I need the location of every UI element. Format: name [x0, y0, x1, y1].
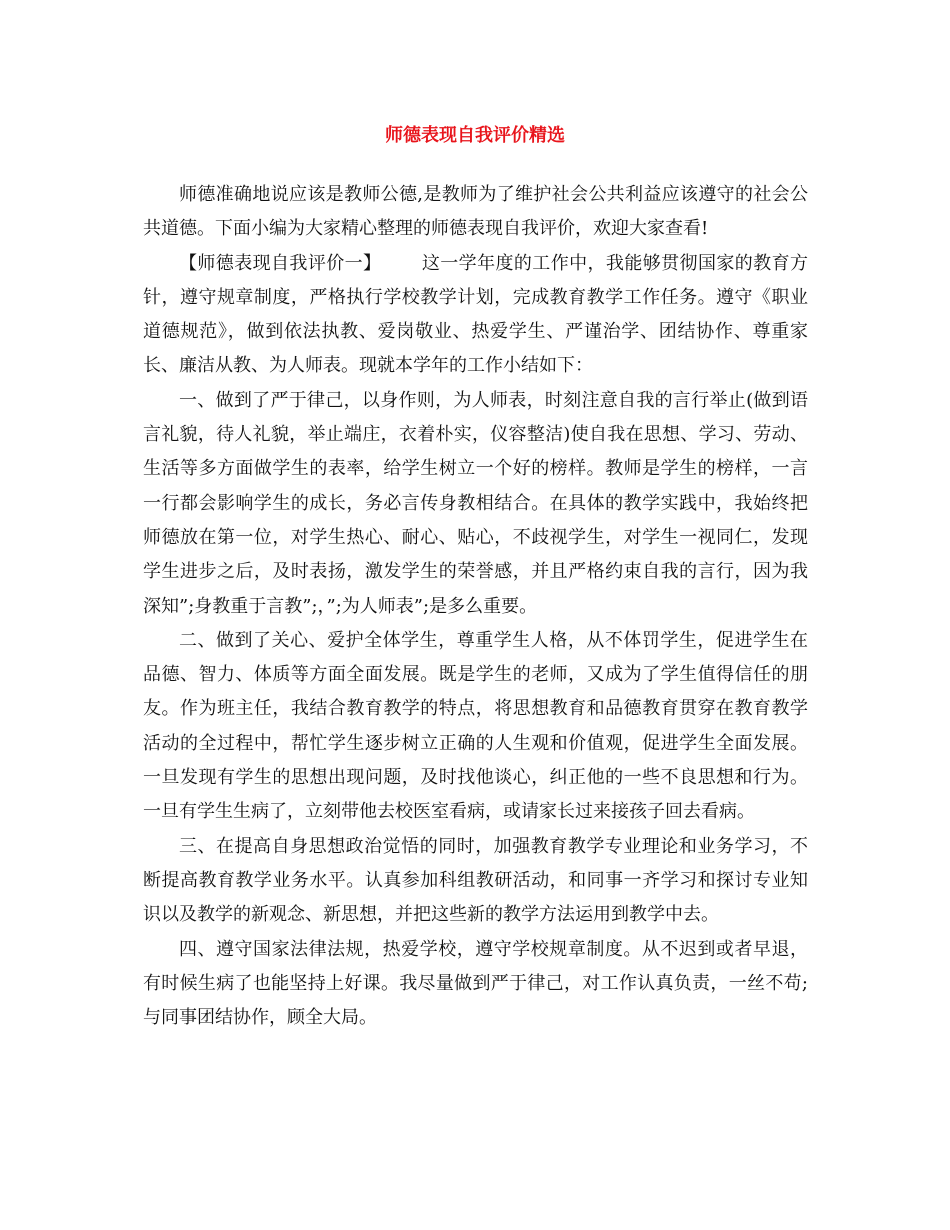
paragraph-three: 三、在提高自身思想政治觉悟的同时，加强教育教学专业理论和业务学习，不断提高教育教学业务水平。认真参加科组教研活动，和同事一齐学习和探讨专业知识以及教学的新观念、新思想，并把这些新的教学方法运用到教学中去。	[143, 835, 808, 926]
intro-paragraph: 师德准确地说应该是教师公德,是教师为了维护社会公共利益应该遵守的社会公共道德。下面小编为大家精心整理的师德表现自我评价，欢迎大家查看!	[143, 184, 808, 240]
document-title: 师德表现自我评价精选	[385, 125, 565, 146]
document-body	[143, 178, 808, 1035]
section-one-paragraph	[143, 247, 808, 384]
section-one-text: 这一学年度的工作中，我能够贯彻国家的教育方针，遵守规章制度，严格执行学校教学计划，完成教育教学工作任务。遵守《职业道德规范》，做到依法执教、爱岗敬业、热爱学生、严谨治学、团结协作、尊重家长、廉洁从教、为人师表。现就本学年的工作小结如下：	[143, 252, 808, 377]
paragraph-one: 一、做到了严于律己，以身作则，为人师表，时刻注意自我的言行举止(做到语言礼貌，待人礼貌，举止端庄，衣着朴实，仪容整洁)使自我在思想、学习、劳动、生活等多方面做学生的表率，给学生树立一个好的榜样。教师是学生的榜样，一言一行都会影响学生的成长，务必言传身教相结合。在具体的教学实践中，我始终把师德放在第一位，对学生热心、耐心、贴心，不歧视学生，对学生一视同仁，发现学生进步之后，及时表扬，激发学生的荣誉感，并且严格约束自我的言行，因为我深知”;身教重于言教”;，”;为人师表”;是多么重要。	[143, 389, 808, 617]
section-one-heading: 【师德表现自我评价一】	[179, 252, 382, 274]
paragraph-four: 四、遵守国家法律法规，热爱学校，遵守学校规章制度。从不迟到或者早退，有时候生病了也能坚持上好课。我尽量做到严于律己，对工作认真负责，一丝不苟;与同事团结协作，顾全大局。	[143, 938, 808, 1029]
paragraph-two: 二、做到了关心、爱护全体学生，尊重学生人格，从不体罚学生，促进学生在品德、智力、体质等方面全面发展。既是学生的老师，又成为了学生值得信任的朋友。作为班主任，我结合教育教学的特点，将思想教育和品德教育贯穿在教育教学活动的全过程中，帮忙学生逐步树立正确的人生观和价值观，促进学生全面发展。一旦发现有学生的思想出现问题，及时找他谈心，纠正他的一些不良思想和行为。一旦有学生生病了，立刻带他去校医室看病，或请家长过来接孩子回去看病。	[143, 629, 808, 823]
